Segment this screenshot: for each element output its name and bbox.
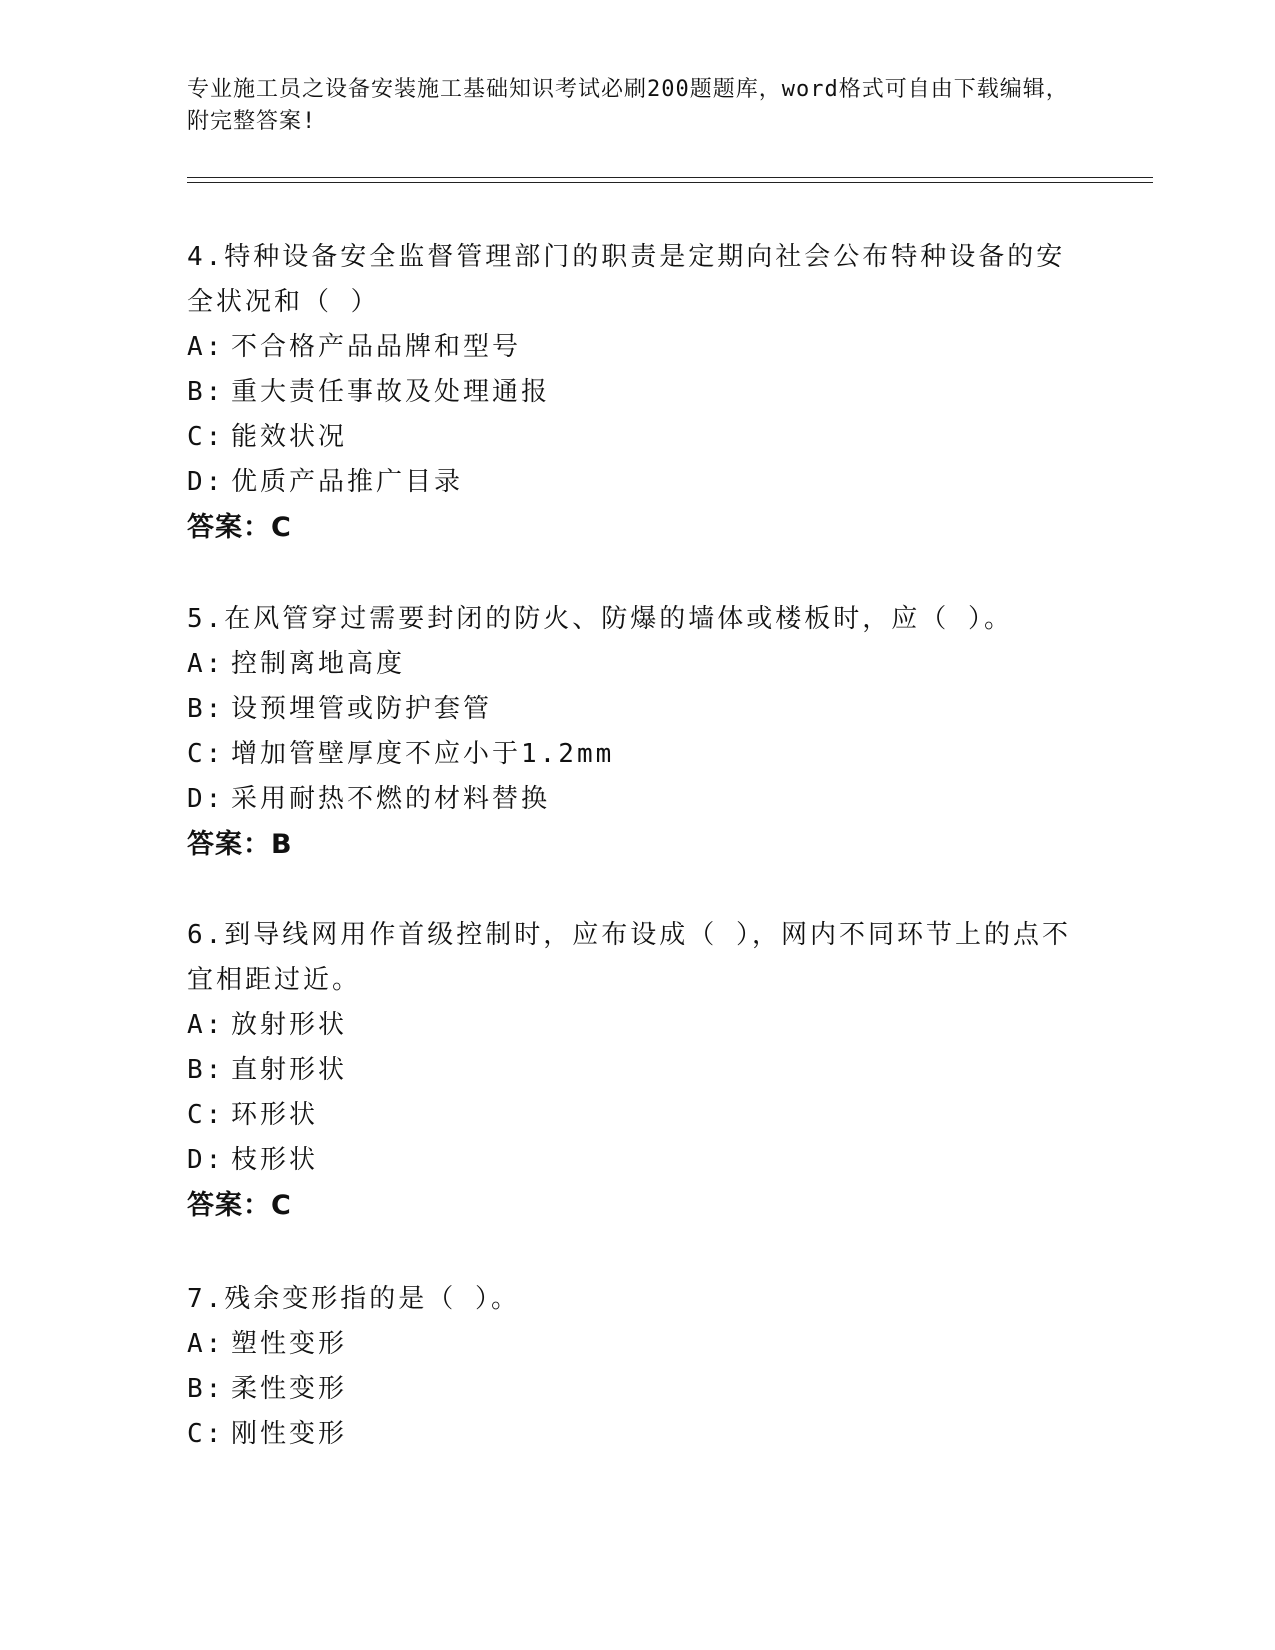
option-c [187,732,1087,777]
option-b [187,1048,1087,1093]
option-d [187,777,1087,822]
option-text: 刚性变形 [231,1419,348,1449]
option-a [187,642,1087,687]
header-rule-top [187,177,1153,178]
option-a [187,1322,1087,1367]
question-stem: 7.残余变形指的是（ ）。 [187,1284,520,1314]
option-letter: B: [187,694,225,724]
option-text: 优质产品推广目录 [231,467,464,497]
option-text: 不合格产品品牌和型号 [231,332,522,362]
answer-line: 答案：C [187,1190,292,1221]
answer-line: 答案：B [187,829,293,860]
option-letter: B: [187,1055,225,1085]
question-6 [187,913,1087,1229]
option-b [187,1367,1087,1412]
option-letter: D: [187,467,225,497]
option-c [187,1412,1087,1457]
option-b [187,687,1087,732]
question-stem: 5.在风管穿过需要封闭的防火、防爆的墙体或楼板时，应（ ）。 [187,604,1013,634]
option-letter: B: [187,1374,225,1404]
option-text: 采用耐热不燃的材料替换 [231,784,551,814]
header-rule-bottom [187,182,1153,183]
question-5 [187,597,1087,868]
option-text: 枝形状 [231,1145,319,1175]
option-text: 重大责任事故及处理通报 [231,377,551,407]
option-letter: A: [187,649,225,679]
option-c [187,1093,1087,1138]
option-b [187,370,1087,415]
option-text: 控制离地高度 [231,649,406,679]
option-letter: C: [187,422,225,452]
option-letter: D: [187,784,225,814]
option-a [187,1003,1087,1048]
option-letter: C: [187,739,225,769]
question-stem: 6.到导线网用作首级控制时，应布设成（ ），网内不同环节上的点不宜相距过近。 [187,920,1071,995]
option-letter: A: [187,1329,225,1359]
option-text: 能效状况 [231,422,348,452]
option-letter: C: [187,1419,225,1449]
option-text: 设预埋管或防护套管 [231,694,493,724]
option-d [187,1138,1087,1183]
option-c [187,415,1087,460]
option-letter: C: [187,1100,225,1130]
option-letter: D: [187,1145,225,1175]
option-letter: A: [187,332,225,362]
question-4 [187,235,1087,551]
option-text: 环形状 [231,1100,319,1130]
option-letter: B: [187,377,225,407]
option-text: 直射形状 [231,1055,348,1085]
option-text: 放射形状 [231,1010,348,1040]
document-header: 专业施工员之设备安装施工基础知识考试必刷200题题库，word格式可自由下载编辑，附完整答案! [187,77,1069,134]
option-text: 塑性变形 [231,1329,348,1359]
option-d [187,460,1087,505]
option-text: 增加管壁厚度不应小于1.2mm [231,739,615,769]
answer-line: 答案：C [187,512,292,543]
option-text: 柔性变形 [231,1374,348,1404]
question-7 [187,1277,1087,1457]
option-a [187,325,1087,370]
option-letter: A: [187,1010,225,1040]
question-stem: 4.特种设备安全监督管理部门的职责是定期向社会公布特种设备的安全状况和（ ） [187,242,1066,317]
